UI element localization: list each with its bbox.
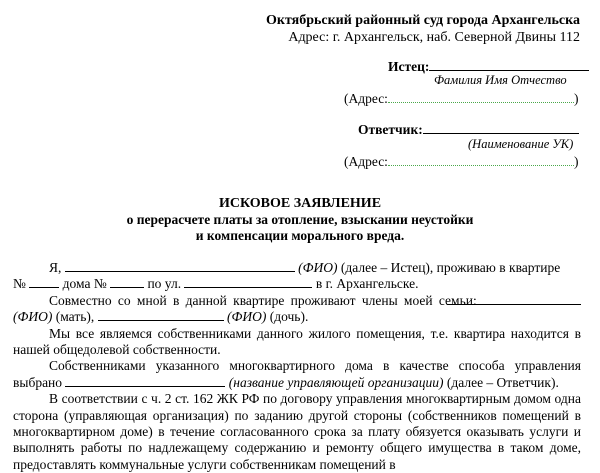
paragraph-2 (13, 293, 581, 326)
plaintiff-address-line (344, 90, 578, 107)
p1-text-a: Я, (49, 260, 62, 275)
p4-text-b: (далее – Ответчик). (446, 374, 559, 390)
title-line-2: о перерасчете платы за отопление, взыскании неустойки (126, 212, 474, 227)
defendant-label: Ответчик: (358, 122, 423, 137)
p2-fio-hint-1: (ФИО) (13, 309, 53, 325)
uk-name-blank (65, 375, 225, 387)
defendant-address-label: (Адрес: (344, 154, 388, 169)
family-fio-blank-2 (98, 309, 224, 321)
house-blank (110, 276, 144, 288)
paragraph-3: Мы все являемся собственниками данного жилого помещения, т.е. квартира находится в нашей общедолевой собственности. (13, 325, 581, 358)
p1-text-d: дома № (62, 276, 107, 292)
court-block (266, 12, 580, 46)
p2-text-a: Совместно со мной в данной квартире проживают члены моей семьи: (49, 292, 477, 308)
document-body (13, 260, 581, 473)
plaintiff-address-label: (Адрес: (344, 91, 388, 106)
title-line-1: ИСКОВОЕ ЗАЯВЛЕНИЕ (218, 196, 382, 211)
defendant-hint: (Наименование УК) (468, 137, 574, 151)
p2-fio-hint-2: (ФИО) (227, 309, 267, 325)
plaintiff-name-blank (429, 58, 589, 71)
p2-text-c: (дочь). (269, 309, 309, 325)
defendant-line (358, 121, 579, 138)
court-address: Адрес: г. Архангельск, наб. Северной Двины 112 (288, 30, 580, 45)
p1-fio-hint: (ФИО) (298, 260, 338, 275)
defendant-address-blank (388, 153, 574, 166)
p4-text-a: Собственниками указанного многоквартирного дома в качестве способа управления выбрано (13, 358, 581, 390)
p1-text-e: по ул. (147, 276, 182, 292)
defendant-name-blank (423, 121, 579, 134)
fio-blank (65, 260, 295, 272)
title-line-3: и компенсации морального вреда. (195, 228, 405, 243)
plaintiff-address-end: ) (573, 91, 579, 106)
document-title (0, 196, 600, 244)
paragraph-1 (13, 260, 581, 276)
defendant-address-line (344, 153, 578, 170)
p1-text-b: (далее – Истец), проживаю в квартире (340, 260, 561, 275)
p1-text-c: № (13, 276, 26, 292)
apartment-blank (29, 276, 59, 288)
p2-text-b: (мать), (55, 309, 95, 325)
plaintiff-hint: Фамилия Имя Отчество (434, 73, 567, 87)
family-fio-blank-1 (447, 293, 581, 305)
street-blank (184, 276, 312, 288)
plaintiff-label: Истец: (388, 59, 430, 74)
plaintiff-address-blank (388, 90, 574, 103)
paragraph-1-cont (13, 276, 581, 292)
defendant-address-end: ) (573, 154, 579, 169)
p1-text-f: в г. Архангельске. (315, 276, 419, 292)
p4-uk-hint: (название управляющей организации) (228, 374, 444, 390)
court-name: Октябрьский районный суд города Архангельска (265, 13, 580, 28)
paragraph-5: В соответствии с ч. 2 ст. 162 ЖК РФ по договору управления многоквартирным домом одна сторона (управляющая организация) по заданию другой стороны (собственников помещений в многоквартирном доме) в течение согласованного срока за плату обязуется оказывать услуги и выполнять работы по надлежащему содержанию и ремонту общего имущества в таком доме, предоставлять коммунальные услуги собственникам помещений в (13, 391, 581, 472)
paragraph-4 (13, 358, 581, 391)
